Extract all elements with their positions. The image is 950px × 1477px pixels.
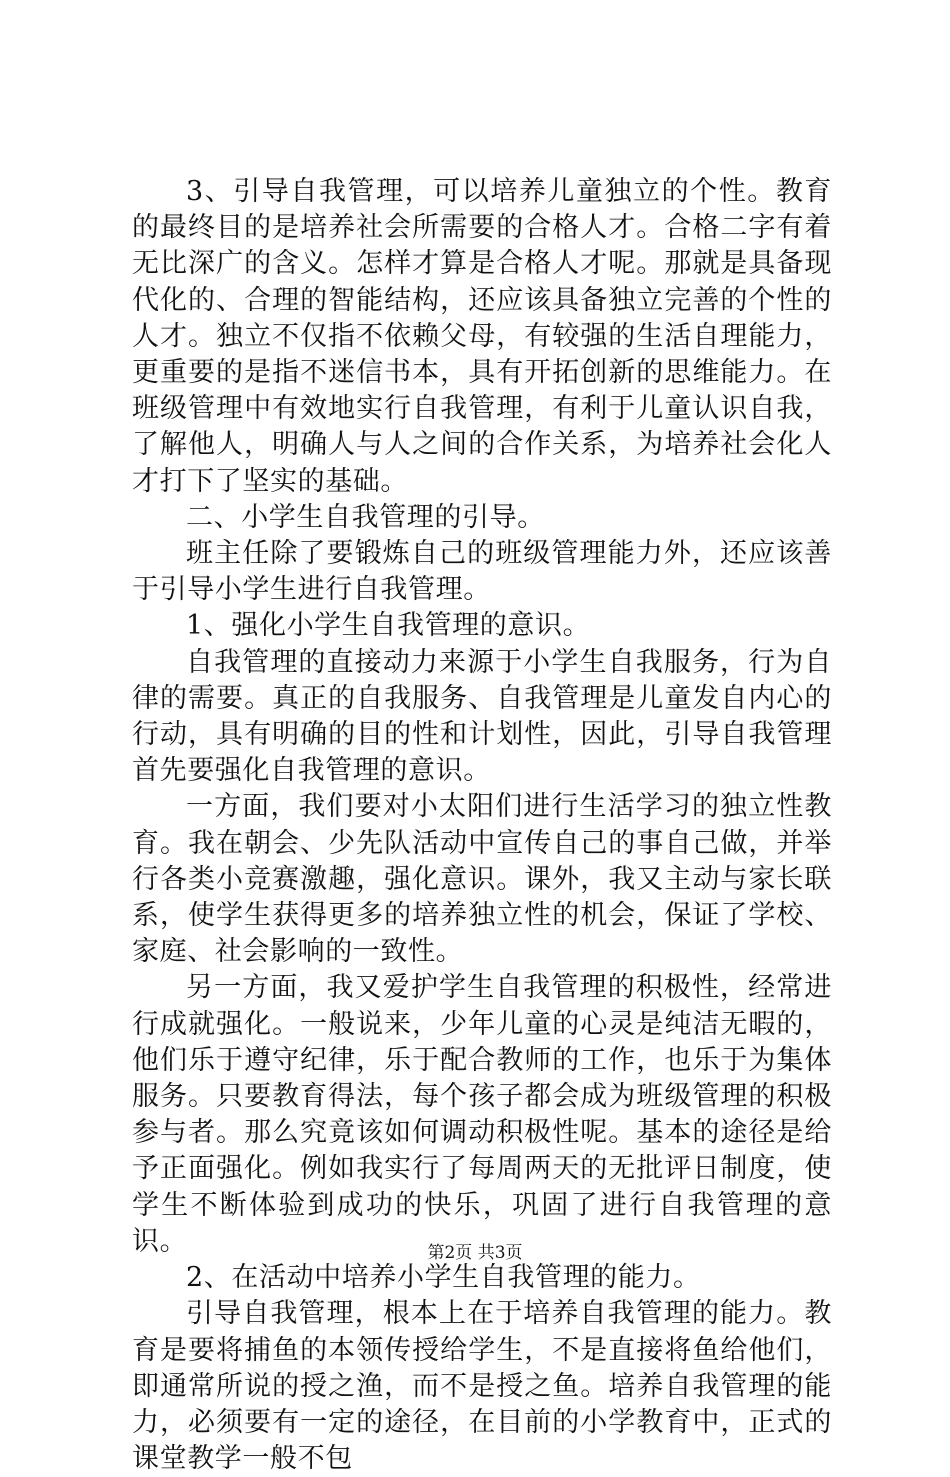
page-footer: 第2页 共3页 [427,1243,523,1263]
section-heading-2: 二、小学生自我管理的引导。 [186,501,545,533]
paragraph-6: 引导自我管理，根本上在于培养自我管理的能力。教育是要将捕鱼的本领传授给学生，不是直接将鱼给他们，即通常所说的授之渔，而不是授之鱼。培养自我管理的能力，必须要有一定的途径，在目前的小学教育中，正式的课堂教学一般不包 [132,1298,832,1475]
subheading-2: 2、在活动中培养小学生自我管理的能力。 [186,1262,701,1294]
paragraph-1: 3、引导自我管理，可以培养儿童独立的个性。教育的最终目的是培养社会所需要的合格人才。合格二字有着无比深广的含义。怎样才算是合格人才呢。那就是具备现代化的、合理的智能结构，还应该具备独立完善的个性的人才。独立不仅指不依赖父母，有较强的生活自理能力，更重要的是指不迷信书本，具有开拓创新的思维能力。在班级管理中有效地实行自我管理，有利于儿童认识自我，了解他人，明确人与人之间的合作关系，为培养社会化人才打下了坚实的基础。 [132,176,832,497]
subheading-1: 1、强化小学生自我管理的意识。 [186,610,591,642]
paragraph-5: 另一方面，我又爱护学生自我管理的积极性，经常进行成就强化。一般说来，少年儿童的心灵是纯洁无暇的，他们乐于遵守纪律，乐于配合教师的工作，也乐于为集体服务。只要教育得法，每个孩子都会成为班级管理的积极参与者。那么究竟该如何调动积极性呢。基本的途径是给予正面强化。例如我实行了每周两天的无批评日制度，使学生不断体验到成功的快乐，巩固了进行自我管理的意识。 [132,972,832,1257]
document-body [132,174,832,1477]
paragraph-2: 班主任除了要锻炼自己的班级管理能力外，还应该善于引导小学生进行自我管理。 [132,538,832,606]
paragraph-3: 自我管理的直接动力来源于小学生自我服务，行为自律的需要。真正的自我服务、自我管理是儿童发自内心的行动，具有明确的目的性和计划性，因此，引导自我管理首先要强化自我管理的意识。 [132,646,832,787]
paragraph-4: 一方面，我们要对小太阳们进行生活学习的独立性教育。我在朝会、少先队活动中宣传自己的事自己做，并举行各类小竞赛激趣，强化意识。课外，我又主动与家长联系，使学生获得更多的培养独立性的机会，保证了学校、家庭、社会影响的一致性。 [132,791,832,968]
